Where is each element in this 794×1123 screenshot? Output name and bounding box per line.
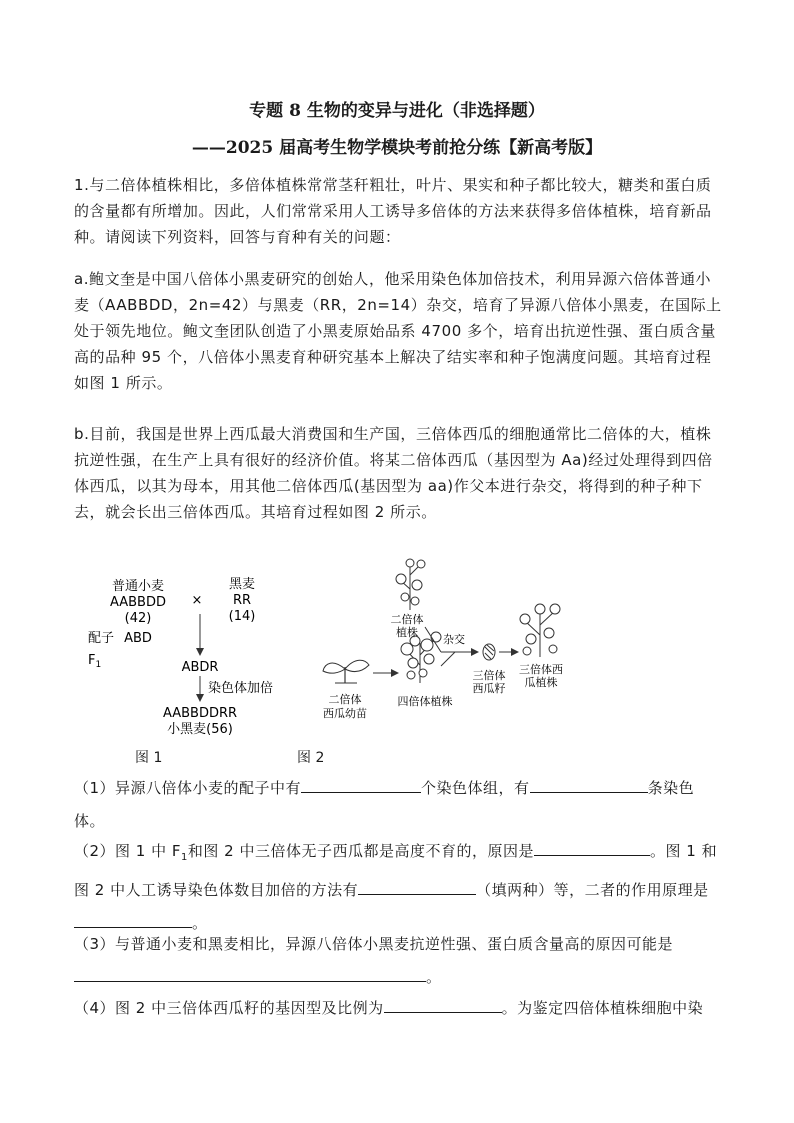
result-name: 小黑麦(56): [167, 722, 233, 737]
question-3: （3）与普通小麦和黑麦相比，异源八倍体小黑麦抗逆性强、蛋白质含量高的原因可能是 。: [74, 935, 674, 986]
diploid-plant-label-line2: 植株: [396, 626, 418, 639]
seed-icon: [483, 644, 495, 660]
material-a-paragraph: a.鲍文奎是中国八倍体小黑麦研究的创始人，他采用染色体加倍技术，利用异源六倍体普通小麦（AABBDD，2n=42）与黑麦（RR，2n=14）杂交，培育了异源八倍体小黑麦，在国际上处于领先地位。鲍文奎团队创造了小黑麦原始品系 4700 多个，培育出抗逆性强、蛋白质含量高的品种 95 个，八倍体小黑麦育种研究基本上解决了结实率和种子饱满度问题。其培育过程如图 1 所示。: [74, 270, 722, 392]
wheat-gamete: ABD: [124, 631, 152, 646]
material-b-paragraph: b.目前，我国是世界上西瓜最大消费国和生产国，三倍体西瓜的细胞通常比二倍体的大，植株抗逆性强，在生产上具有很好的经济价值。将某二倍体西瓜（基因型为 Aa)经过处理得到四倍体西瓜，以其为母本，用其他二倍体西瓜(基因型为 aa)作父本进行杂交，将得到的种子种下去，就会长出三倍体西瓜。其培育过程如图 2 所示。: [74, 425, 713, 521]
question-2: （2）图 1 中 $F_1$和图 2 中三倍体无子西瓜都是高度不育的，原因是 。图 1 和 图 2 中人工诱导染色体数目加倍的方法有 （填两种）等，二者的作用原理是 。: [74, 835, 724, 940]
tetraploid-label: 四倍体植株: [397, 695, 453, 708]
diploid-plant-icon: [396, 559, 425, 610]
arrow-head: [391, 669, 399, 677]
answer-blank[interactable]: [530, 776, 648, 793]
seed-label-line1: 三倍体: [472, 669, 506, 682]
answer-blank[interactable]: [74, 911, 192, 928]
wheat-name: 普通小麦: [111, 579, 165, 594]
seed-label-line2: 西瓜籽: [472, 682, 506, 695]
cross-sign: ×: [191, 593, 203, 608]
wheat-genome: AABBDD: [109, 595, 167, 610]
triploid-plant-icon: [520, 604, 560, 657]
gamete-label: 配子: [88, 631, 115, 646]
doubling-step-label: 染色体加倍: [208, 681, 274, 696]
answer-blank[interactable]: [384, 996, 502, 1013]
page-title: 专题 8 生物的变异与进化（非选择题）: [249, 101, 545, 121]
rye-chromosome-count: (14): [228, 609, 256, 624]
triploid-label-line2: 瓜植株: [524, 676, 558, 689]
arrow-head: [511, 648, 519, 656]
triploid-label-line1: 三倍体西: [519, 663, 563, 676]
question-4: （4）图 2 中三倍体西瓜籽的基因型及比例为 。为鉴定四倍体植株细胞中染: [74, 992, 724, 1025]
figure-2-caption: 图 2: [297, 750, 325, 766]
result-genome: AABBDDRR: [162, 706, 238, 721]
rye-name: 黑麦: [228, 577, 256, 592]
rye-genome: RR: [232, 593, 252, 608]
arrow-head: [471, 648, 479, 656]
answer-blank[interactable]: [74, 965, 426, 982]
cross-label: 杂交: [443, 633, 465, 646]
figure-1: [80, 572, 300, 742]
answer-blank[interactable]: [358, 878, 476, 895]
f1-label: $F_1$: [88, 653, 102, 670]
seedling-icon: [323, 660, 369, 683]
figure-2: [315, 555, 585, 740]
intro-paragraph: 1.与二倍体植株相比，多倍体植株常常茎秆粗壮，叶片、果实和种子都比较大，糖类和蛋白质的含量都有所增加。因此，人们常常采用人工诱导多倍体的方法来获得多倍体植株，培育新品种。请阅读下列资料，回答与育种有关的问题：: [74, 176, 712, 246]
page-subtitle: ——2025 届高考生物学模块考前抢分练【新高考版】: [191, 138, 603, 158]
figure-1-caption: 图 1: [135, 750, 163, 766]
diploid-plant-label-line1: 二倍体: [390, 613, 424, 626]
arrow-head: [196, 648, 204, 656]
cross-line-bottom: [441, 652, 455, 666]
seedling-label-line1: 二倍体: [328, 693, 362, 706]
wheat-chromosome-count: (42): [124, 611, 152, 626]
seedling-label-line2: 西瓜幼苗: [323, 707, 367, 720]
question-1: （1）异源八倍体小麦的配子中有 个染色体组，有 条染色 体。: [74, 772, 724, 838]
f1-genome: ABDR: [181, 660, 219, 675]
tetraploid-plant-icon: [401, 632, 441, 683]
answer-blank[interactable]: [534, 839, 650, 856]
arrow-head: [196, 694, 204, 702]
answer-blank[interactable]: [301, 776, 421, 793]
